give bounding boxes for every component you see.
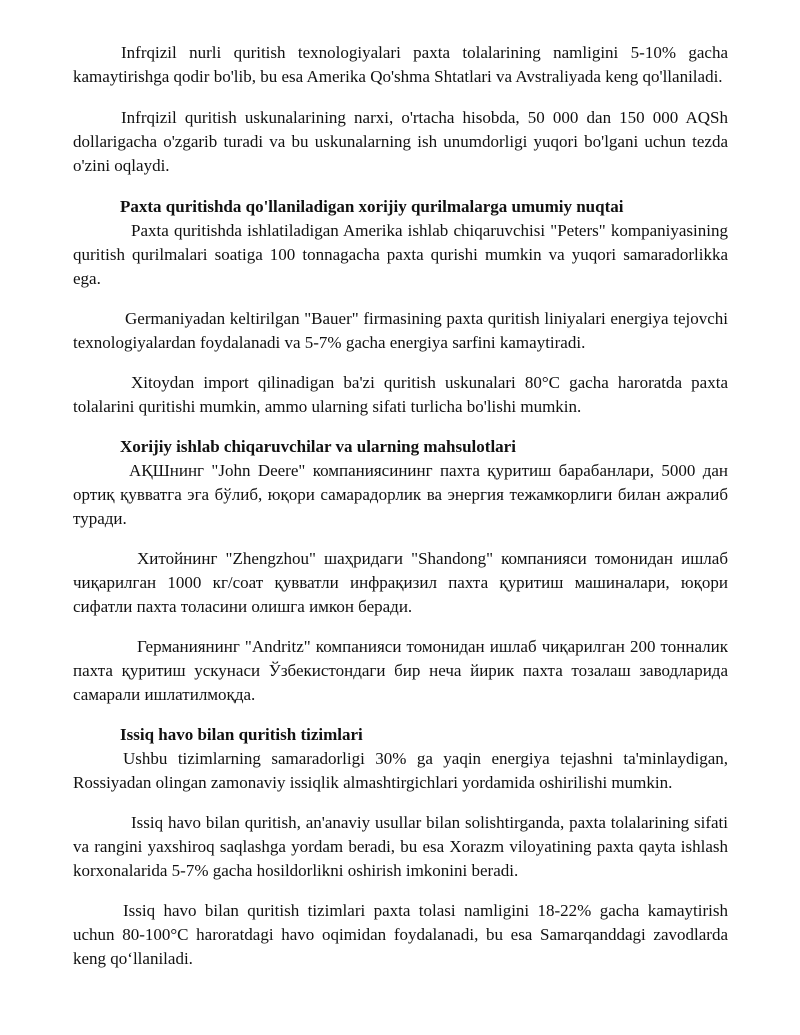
section-heading-hot-air: Issiq havo bilan quritish tizimlari [120,725,363,744]
paragraph-infrared-humidity: Infrqizil nurli quritish texnologiyalari paxta tolalarining namligini 5-10% gacha kamaytirishga qodir bo'lib, bu esa Amerika Qo'shma Shtatlari va Avstraliyada keng qo'llaniladi. [73,43,728,86]
paragraph-andritz: Германиянинг "Andritz" компанияси томонидан ишлаб чиқарилган 200 тонналик пахта қуритиш ускунаси Ўзбекистондаги бир неча йирик пахта тозалаш заводларида самарали ишлатилмоқда. [73,637,728,704]
document-page [73,41,728,971]
paragraph-china-import: Xitoydan import qilinadigan ba'zi quritish uskunalari 80°C gacha haroratda paxta tolalarini quritishi mumkin, ammo ularning sifati turlicha bo'lishi mumkin. [73,373,728,416]
paragraph-fiber-quality: Issiq havo bilan quritish, an'anaviy usullar bilan solishtirganda, paxta tolalarining sifati va rangini yaxshiroq saqlashga yordam beradi, bu esa Xorazm viloyatining paxta qayta ishlash korxonalarida 5-7% gacha hosildorlikni oshirish imkonini beradi. [73,813,728,880]
paragraph-peters: Paxta quritishda ishlatiladigan Amerika ishlab chiqaruvchisi "Peters" kompaniyasining quritish qurilmalari soatiga 100 tonnagacha paxta qurishi mumkin va yuqori samaradorlikka ega. [73,221,728,288]
paragraph-infrared-price: Infrqizil quritish uskunalarining narxi, o'rtacha hisobda, 50 000 dan 150 000 AQSh dollarigacha o'zgarib turadi va bu uskunalarning ish unumdorligi yuqori bo'lgani uchun tezda o'zini oqlaydi. [73,108,728,175]
paragraph-zhengzhou: Хитойнинг "Zhengzhou" шаҳридаги "Shandong" компанияси томонидан ишлаб чиқарилган 1000 кг/соат қувватли инфрақизил пахта қуритиш машиналари, юқори сифатли пахта толасини олишга имкон беради. [73,549,728,616]
paragraph-bauer: Germaniyadan keltirilgan "Bauer" firmasining paxta quritish liniyalari energiya tejovchi texnologiyalardan foydalanadi va 5-7% gacha energiya sarfini kamaytiradi. [73,309,728,352]
paragraph-heat-exchangers: Ushbu tizimlarning samaradorligi 30% ga yaqin energiya tejashni ta'minlaydigan, Rossiyadan olingan zamonaviy issiqlik almashtirgichlari yordamida oshirilishi mumkin. [73,749,728,792]
section-heading-foreign-equipment: Paxta quritishda qo'llaniladigan xorijiy qurilmalarga umumiy nuqtai [120,197,624,216]
paragraph-hot-air-humidity: Issiq havo bilan quritish tizimlari paxta tolasi namligini 18-22% gacha kamaytirish uchun 80-100°C haroratdagi havo oqimidan foydalanadi, bu esa Samarqanddagi zavodlarda keng qo‘llaniladi. [73,901,728,968]
paragraph-john-deere: АҚШнинг "John Deere" компаниясининг пахта қуритиш барабанлари, 5000 дан ортиқ қувватга эга бўлиб, юқори самарадорлик ва энергия тежамкорлиги билан ажралиб туради. [73,461,728,528]
section-heading-foreign-manufacturers: Xorijiy ishlab chiqaruvchilar va ularning mahsulotlari [120,437,516,456]
